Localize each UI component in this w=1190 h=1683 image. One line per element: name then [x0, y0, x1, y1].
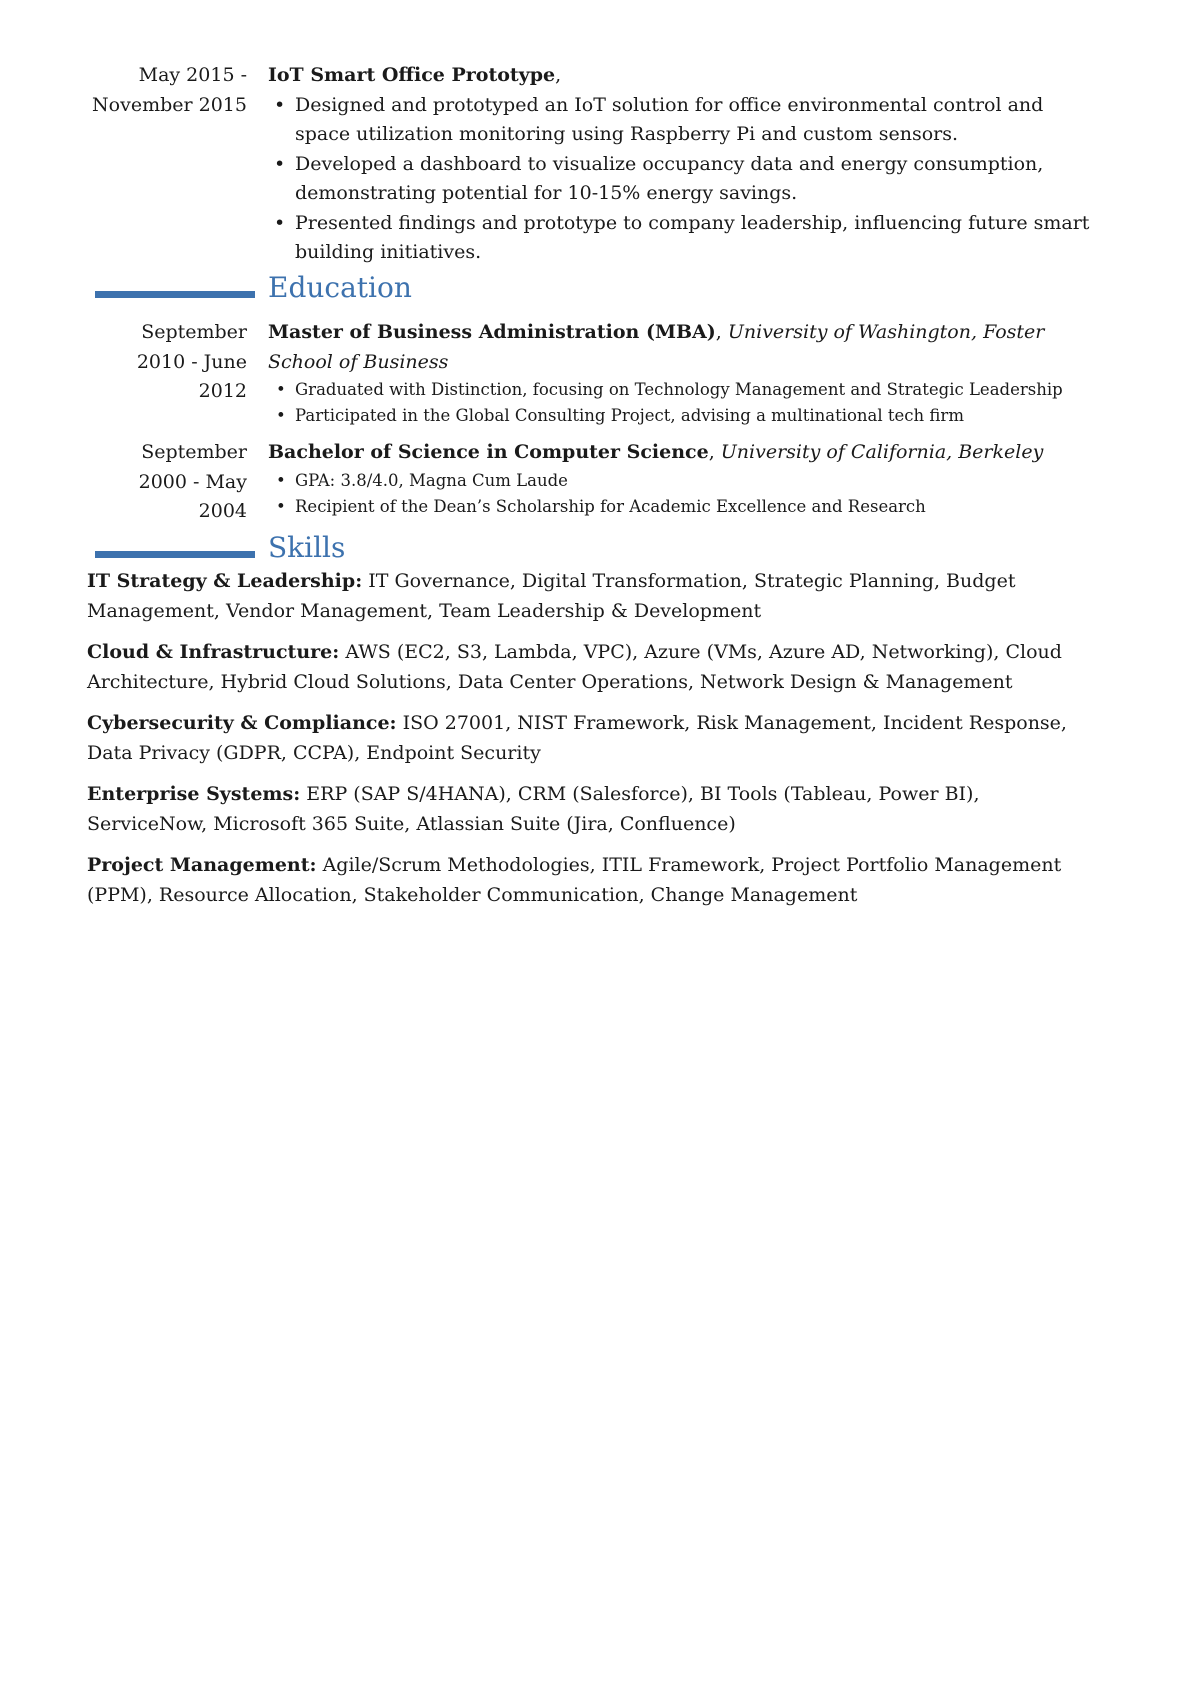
date-line: 2000 - May [138, 470, 247, 493]
section-bar [95, 551, 255, 558]
list-item: • Graduated with Distinction, focusing on Technology Management and Strategic Leadership [295, 377, 1098, 403]
section-title: Skills [268, 531, 346, 564]
list-item: • Developed a dashboard to visualize occupancy data and energy consumption, demonstrating potential for 10-15% energy savings. [295, 150, 1098, 209]
section-bar [95, 291, 255, 298]
bullet-list [268, 468, 1098, 520]
skill-item [87, 780, 1097, 839]
skill-text: IT Governance, Digital Transformation, Strategic Planning, Budget Management, Vendor Management, Team Leadership & Development [87, 570, 1016, 622]
date-line: September [141, 441, 247, 463]
bullet-list [268, 91, 1098, 268]
skill-text: Agile/Scrum Methodologies, ITIL Framework, Project Portfolio Management (PPM), Resource Allocation, Stakeholder Communication, Change Management [87, 854, 1062, 906]
skill-item [87, 638, 1097, 697]
section-header-education [95, 271, 1095, 311]
skill-item [87, 709, 1097, 768]
list-item: • Presented findings and prototype to company leadership, influencing future smart building initiatives. [295, 209, 1098, 268]
list-item: • Recipient of the Dean’s Scholarship for Academic Excellence and Research [295, 494, 1098, 520]
skill-label: IT Strategy & Leadership: [87, 570, 363, 592]
skill-text: ISO 27001, NIST Framework, Risk Management, Incident Response, Data Privacy (GDPR, CCPA), Endpoint Security [87, 712, 1067, 764]
skill-label: Enterprise Systems: [87, 783, 301, 805]
bullet-list [268, 377, 1098, 429]
list-item: • GPA: 3.8/4.0, Magna Cum Laude [295, 468, 1098, 494]
skills-list [87, 567, 1097, 922]
date-line: September [141, 321, 247, 343]
section-header-skills [95, 531, 1095, 571]
skill-text: ERP (SAP S/4HANA), CRM (Salesforce), BI Tools (Tableau, Power BI), ServiceNow, Microsoft 365 Suite, Atlassian Suite (Jira, Confluence) [87, 783, 980, 835]
date-line: May 2015 - [138, 64, 247, 86]
degree: Master of Business Administration (MBA) [268, 321, 716, 343]
skill-item [87, 567, 1097, 626]
school: University of Washington, Foster School of Business [268, 321, 1045, 373]
skill-label: Project Management: [87, 854, 317, 876]
entry-date [60, 438, 247, 527]
date-line: 2010 - June [136, 350, 247, 373]
degree: Bachelor of Science in Computer Science [268, 441, 709, 463]
list-item: • Participated in the Global Consulting Project, advising a multinational tech firm [295, 403, 1098, 429]
school: University of California, Berkeley [720, 441, 1044, 463]
section-title: Education [268, 271, 412, 304]
entry-date [60, 61, 247, 120]
skill-text: AWS (EC2, S3, Lambda, VPC), Azure (VMs, Azure AD, Networking), Cloud Architecture, Hybrid Cloud Solutions, Data Center Operations, Network Design & Management [87, 641, 1062, 693]
list-item: • Designed and prototyped an IoT solution for office environmental control and space utilization monitoring using Raspberry Pi and custom sensors. [295, 91, 1098, 150]
skill-label: Cybersecurity & Compliance: [87, 712, 397, 734]
date-line: 2012 [198, 380, 247, 402]
skill-item [87, 851, 1097, 910]
project-title: IoT Smart Office Prototype [268, 64, 556, 86]
date-line: 2004 [198, 500, 247, 522]
resume-page: May 2015 - November 2015 IoT Smart Office Prototype, • Designed and prototyped an IoT solution for office environmental control and space utilization monitoring using Raspberry Pi and custom sensors. • Developed a dashboard to visualize occupancy data and energy consumption, demonstrating potential for 10-15% energy savings. • Presented findings and prototype to company leadership, influencing future smart building initiatives. Education September 2010 - June 2012 Master of Business Administration (MBA), University of Washington, Foster School of Business • Graduated with Distinction, focusing on Technology Management and Strategic Leadership • Participated in the Global Consulting Project, advising a multinational tech firm September 2000 - May 2004 Bachelor of Science in Computer Science, University of California, Berkeley • GPA: 3.8/4.0, Magna Cum Laude • Recipient of the Dean’s Scholarship for Academic Excellence and Research Skills IT Strategy & Leadership: IT Governance, Digital Transformation, Strategic Planning, Budget Management, Vendor Management, Team Leadership & Development Cloud & Infrastructure: AWS (EC2, S3, Lambda, VPC), Azure (VMs, Azure AD, Networking), Cloud Architecture, Hybrid Cloud Solutions, Data Center Operations, Network Design & Management Cybersecurity & Compliance: ISO 27001, NIST Framework, Risk Management, Incident Response, Data Privacy (GDPR, CCPA), Endpoint Security Enterprise Systems: ERP (SAP S/4HANA), CRM (Salesforce), BI Tools (Tableau, Power BI), ServiceNow, Microsoft 365 Suite, Atlassian Suite (Jira, Confluence) Project Management: Agile/Scrum Methodologies, ITIL Framework, Project Portfolio Management (PPM), Resource Allocation, Stakeholder Communication, Change Management [0, 0, 1190, 1683]
entry-date [60, 318, 247, 407]
date-line: November 2015 [92, 93, 247, 116]
skill-label: Cloud & Infrastructure: [87, 641, 340, 663]
